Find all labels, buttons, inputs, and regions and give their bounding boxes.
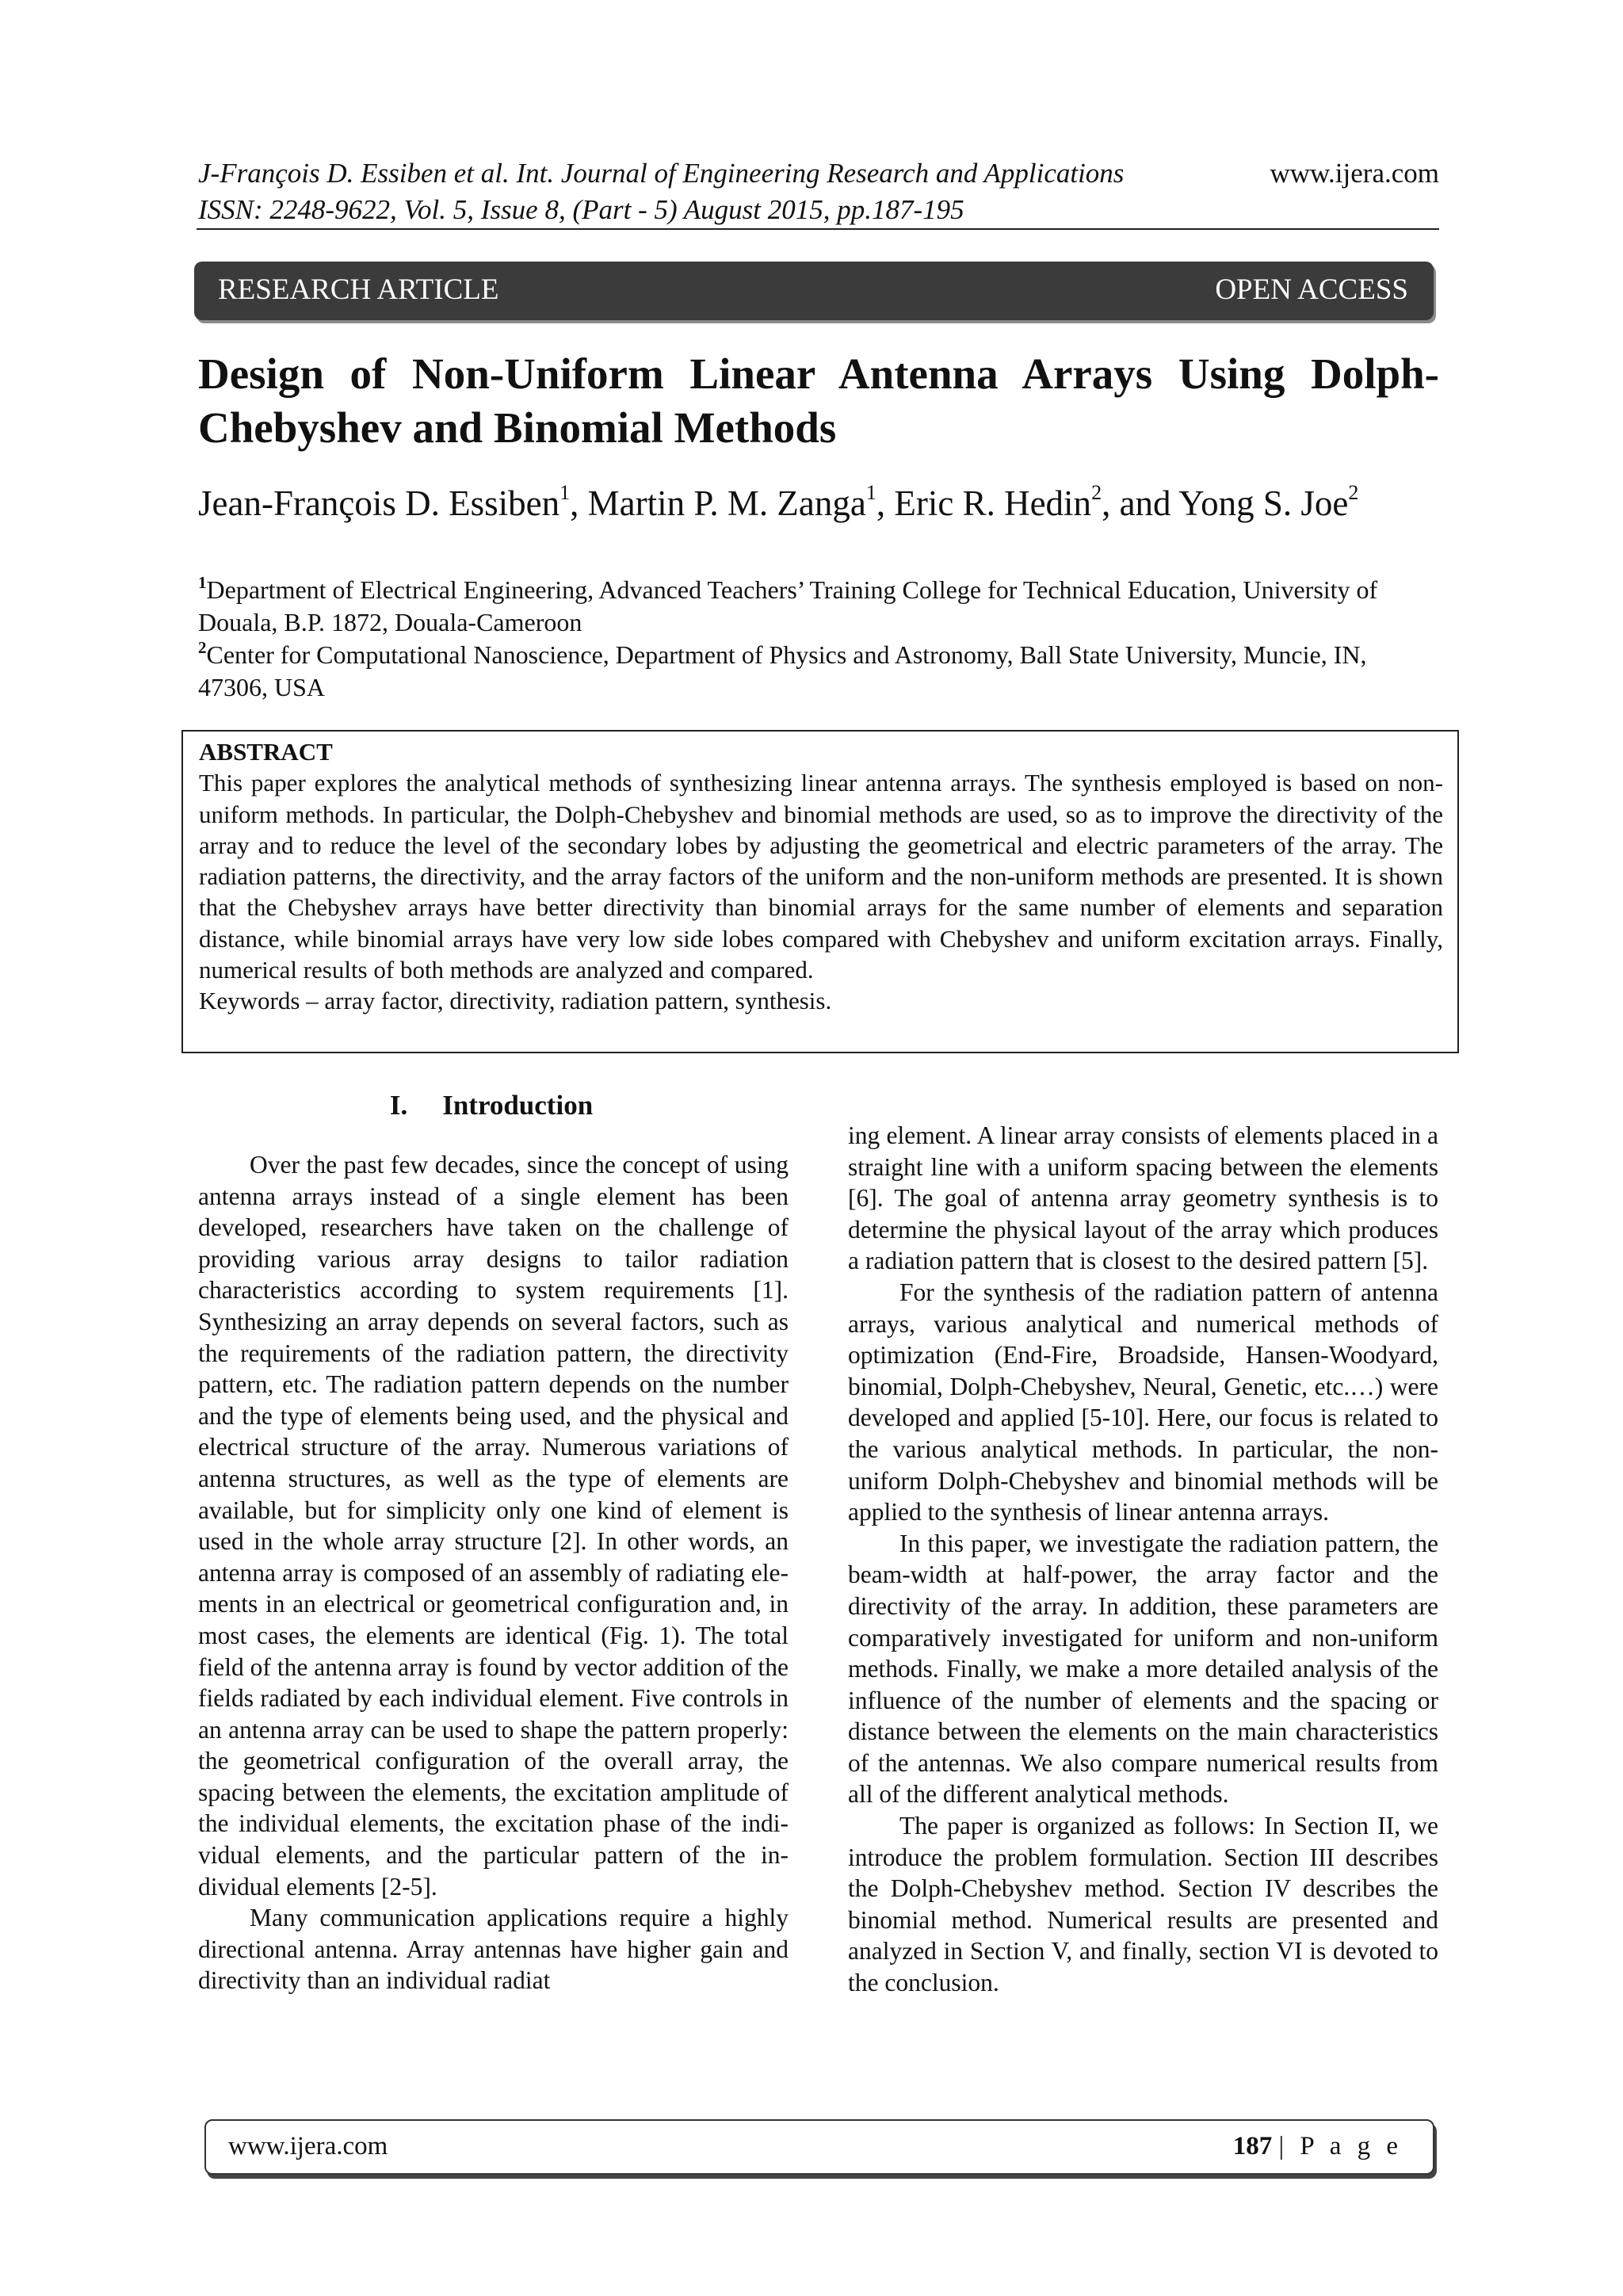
author-name: Martin P. M. Zanga (587, 483, 866, 523)
affiliation-text: Department of Electrical Engineering, Advanced Teachers’ Training College for Technical Education, University of Douala, B.P. 1872, Douala-Cameroon (198, 575, 1378, 636)
author-name: Yong S. Joe (1178, 483, 1349, 523)
author-name: Jean-François D. Essiben (198, 483, 560, 523)
research-article-label: RESEARCH ARTICLE (218, 273, 499, 306)
running-head (198, 155, 1439, 228)
author-separator: , (570, 483, 588, 523)
footer-url[interactable]: www.ijera.com (228, 2132, 388, 2160)
paragraph: The paper is organized as follows: In Section II, we introduce the problem formulation. Section III describes the Dolph-Chebyshev method. Section IV describes the binomial method. Numerical results are presented and analyzed in Section V, and finally, section VI is devoted to the conclusion. (848, 1812, 1438, 1997)
author-separator: , (876, 483, 895, 523)
page-number: 187 (1232, 2132, 1273, 2160)
affiliation-text: Center for Computational Nanoscience, Department of Physics and Astronomy, Ball State University, Muncie, IN, 47306, USA (198, 640, 1367, 701)
section-number: I. (389, 1090, 408, 1121)
section-title: Introduction (442, 1090, 594, 1121)
abstract-body: This paper explores the analytical methods of synthesizing linear antenna arrays. The synthesis employed is based on non-uniform methods. In particular, the Dolph-Chebyshev and binomial methods are used, so as to improve the directivity of the array and to reduce the level of the secondary lobes by adjusting the geometrical and electric parameters of the array. The radiation patterns, the directivity, and the array factors of the uniform and the non-uniform methods are presented. It is shown that the Chebyshev arrays have better directivity than binomial arrays for the same number of elements and separation distance, while binomial arrays have very low side lobes compared with Chebyshev and uniform excitation arrays. Finally, numerical results of both methods are analyzed and compared. (199, 769, 1443, 984)
author-name: Eric R. Hedin (894, 483, 1092, 523)
keywords: Keywords – array factor, directivity, radiation pattern, synthesis. (199, 987, 832, 1015)
affiliation-mark: 1 (198, 573, 207, 592)
article-type-banner (194, 262, 1434, 320)
author-affiliation-mark: 1 (865, 481, 876, 504)
header-rule (197, 228, 1439, 230)
section-heading-introduction (198, 1087, 785, 1124)
affiliation-mark: 2 (198, 638, 207, 657)
affiliation-2 (198, 639, 1439, 704)
page-footer (204, 2119, 1434, 2175)
left-column (198, 1149, 789, 1996)
author-affiliation-mark: 1 (559, 481, 571, 504)
paper-title: Design of Non-Uniform Linear Antenna Arrays Using Dolph-Chebyshev and Binomial Methods (198, 350, 1439, 452)
running-head-issn: ISSN: 2248-9622, Vol. 5, Issue 8, (Part - 5) August 2015, pp.187-195 (198, 194, 964, 225)
running-head-citation: J-François D. Essiben et al. Int. Journal of Engineering Research and Applications (198, 158, 1125, 189)
running-head-url[interactable]: www.ijera.com (1270, 158, 1439, 189)
page-label: | P a g e (1278, 2132, 1403, 2160)
open-access-label: OPEN ACCESS (1215, 273, 1408, 306)
paragraph: For the synthesis of the radiation pattern of antenna arrays, various analytical and numerical methods of optimization (End-Fire, Broadside, Hansen-Woodyard, binomial, Dolph-Chebyshev, Neural, Genetic, etc.…) were developed and applied [5-10]. Here, our focus is related to the various analytical methods. In particular, the non-uniform Dolph-Chebyshev and binomial methods will be applied to the synthesis of linear antenna arrays. (848, 1278, 1438, 1526)
paragraph: Many communication applications require a highly directional antenna. Array antennas have higher gain and directivity than an individual radiat (198, 1904, 789, 1995)
paragraph: Over the past few decades, since the concept of using antenna arrays instead of a single element has been developed, researchers have taken on the challenge of providing various array designs to tailor radiation characteristics according to system requirements [1]. Synthesizing an array depends on several factors, such as the requirements of the radiation pattern, the directivity pattern, etc. The radiation pattern depends on the number and the type of elements being used, and the physical and electrical structure of the array. Numerous variations of antenna structures, as well as the type of elements are available, but for simplicity only one kind of element is used in the whole array structure [2]. In other words, an antenna array is composed of an assembly of radiating elements in an electrical or geometrical configuration and, in most cases, the elements are identical (Fig. 1). The total field of the antenna array is found by vector addition of the fields radiated by each individual element. Five controls in an antenna array can be used to shape the pattern properly: the geometrical configuration of the overall array, the spacing between the elements, the excitation amplitude of the individual elements, the excitation phase of the individual elements, and the particular pattern of the individual elements [2-5]. (198, 1151, 789, 1901)
author-affiliation-mark: 2 (1091, 481, 1102, 504)
paragraph: In this paper, we investigate the radiation pattern, the beam-width at half-power, the array factor and the directivity of the array. In addition, these parameters are comparatively investigated for uniform and non-uniform methods. Finally, we make a more detailed analysis of the influence of the number of elements and the spacing or distance between the elements on the main characteristics of the antennas. We also compare numerical results from all of the different analytical methods. (848, 1529, 1438, 1809)
author-list (198, 480, 1439, 526)
affiliation-1 (198, 574, 1439, 639)
footer-page-info (1233, 2132, 1403, 2161)
abstract-box (181, 730, 1459, 1053)
author-affiliation-mark: 2 (1348, 481, 1359, 504)
author-separator: , and (1102, 483, 1179, 523)
abstract-heading: ABSTRACT (199, 738, 333, 766)
paragraph: ing element. A linear array consists of elements placed in a straight line with a uniform spacing between the elements [6]. The goal of antenna array geometry synthesis is to determine the physical layout of the array which produces a radiation pattern that is closest to the desired pattern [5]. (848, 1121, 1438, 1275)
affiliations (198, 574, 1439, 704)
right-column (848, 1120, 1438, 1999)
abstract (199, 736, 1443, 1017)
